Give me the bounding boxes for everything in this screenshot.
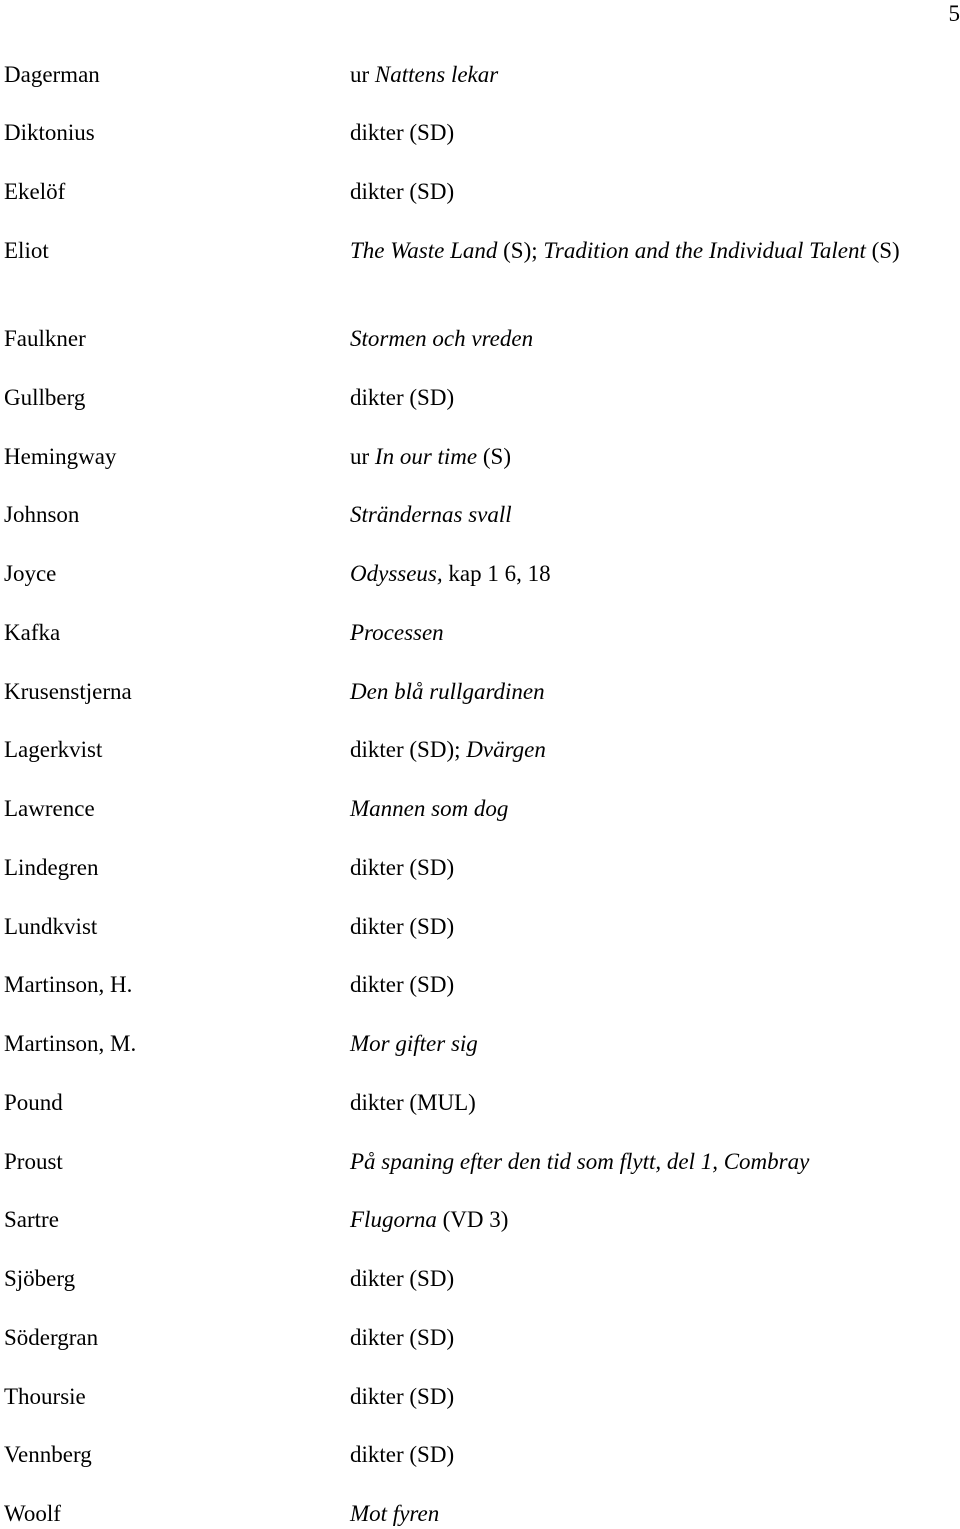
- work-title: [350, 970, 910, 1000]
- work-title: [350, 794, 910, 824]
- work-title-italic: Strändernas svall: [350, 502, 512, 527]
- work-title: [350, 1382, 910, 1412]
- work-title: [350, 442, 910, 472]
- work-title: [350, 177, 910, 207]
- author-name: Hemingway: [4, 442, 116, 472]
- work-title-italic: Stormen och vreden: [350, 326, 533, 351]
- work-title: [350, 618, 910, 648]
- work-title-text: dikter (SD): [350, 1384, 454, 1409]
- work-title-italic: Mot fyren: [350, 1501, 439, 1526]
- author-name: Lundkvist: [4, 912, 97, 942]
- work-title: [350, 236, 910, 266]
- work-title: [350, 853, 910, 883]
- work-title: [350, 1147, 910, 1177]
- page-number: 5: [949, 2, 960, 25]
- work-title-italic: Flugorna: [350, 1207, 437, 1232]
- work-title-italic: In our time: [375, 444, 477, 469]
- author-name: Johnson: [4, 500, 79, 530]
- author-name: Dagerman: [4, 60, 100, 90]
- work-title: [350, 383, 910, 413]
- work-title-text: dikter (SD): [350, 1442, 454, 1467]
- work-title-text: kap 1 6, 18: [443, 561, 551, 586]
- work-title: [350, 1029, 910, 1059]
- work-title-italic: På spaning efter den tid som flytt, del 1, Combray: [350, 1149, 809, 1174]
- work-title: [350, 559, 910, 589]
- author-name: Södergran: [4, 1323, 98, 1353]
- work-title: [350, 1499, 910, 1529]
- work-title-text: dikter (SD): [350, 179, 454, 204]
- author-name: Lawrence: [4, 794, 95, 824]
- author-name: Martinson, H.: [4, 970, 132, 1000]
- author-name: Diktonius: [4, 118, 95, 148]
- work-title: [350, 1264, 910, 1294]
- work-title-italic: Processen: [350, 620, 444, 645]
- author-name: Sjöberg: [4, 1264, 75, 1294]
- author-name: Sartre: [4, 1205, 59, 1235]
- work-title-text: (S): [866, 238, 900, 263]
- work-title: [350, 912, 910, 942]
- work-title-text: dikter (MUL): [350, 1090, 476, 1115]
- work-title: [350, 1088, 910, 1118]
- work-title-text: ur: [350, 444, 375, 469]
- work-title-text: dikter (SD): [350, 972, 454, 997]
- author-name: Proust: [4, 1147, 63, 1177]
- work-title: [350, 324, 910, 354]
- work-title-text: dikter (SD);: [350, 737, 466, 762]
- work-title-text: dikter (SD): [350, 1325, 454, 1350]
- work-title-text: dikter (SD): [350, 385, 454, 410]
- work-title-text: dikter (SD): [350, 120, 454, 145]
- work-title-italic: Den blå rullgardinen: [350, 679, 545, 704]
- work-title-text: (S): [477, 444, 511, 469]
- work-title-text: (VD 3): [437, 1207, 509, 1232]
- author-name: Vennberg: [4, 1440, 92, 1470]
- author-name: Thoursie: [4, 1382, 86, 1412]
- work-title: [350, 1323, 910, 1353]
- author-name: Ekelöf: [4, 177, 65, 207]
- work-title-text: dikter (SD): [350, 1266, 454, 1291]
- work-title-italic: Nattens lekar: [375, 62, 498, 87]
- work-title-text: ur: [350, 62, 375, 87]
- work-title-italic: Dvärgen: [466, 737, 546, 762]
- work-title: [350, 735, 910, 765]
- work-title-text: dikter (SD): [350, 914, 454, 939]
- author-name: Gullberg: [4, 383, 85, 413]
- work-title: [350, 1205, 910, 1235]
- author-name: Woolf: [4, 1499, 61, 1529]
- author-name: Pound: [4, 1088, 63, 1118]
- work-title: [350, 500, 910, 530]
- author-name: Eliot: [4, 236, 49, 266]
- work-title-text: (S);: [497, 238, 543, 263]
- work-title-italic: Mor gifter sig: [350, 1031, 478, 1056]
- work-title-italic: The Waste Land: [350, 238, 497, 263]
- work-title-italic: Mannen som dog: [350, 796, 508, 821]
- author-name: Lagerkvist: [4, 735, 102, 765]
- work-title-italic: Tradition and the Individual Talent: [543, 238, 865, 263]
- work-title: [350, 1440, 910, 1470]
- author-name: Martinson, M.: [4, 1029, 136, 1059]
- work-title: [350, 60, 910, 90]
- author-name: Joyce: [4, 559, 56, 589]
- author-name: Krusenstjerna: [4, 677, 132, 707]
- author-name: Faulkner: [4, 324, 86, 354]
- work-title-text: dikter (SD): [350, 855, 454, 880]
- work-title: [350, 118, 910, 148]
- work-title: [350, 677, 910, 707]
- author-name: Lindegren: [4, 853, 99, 883]
- author-name: Kafka: [4, 618, 60, 648]
- work-title-italic: Odysseus,: [350, 561, 443, 586]
